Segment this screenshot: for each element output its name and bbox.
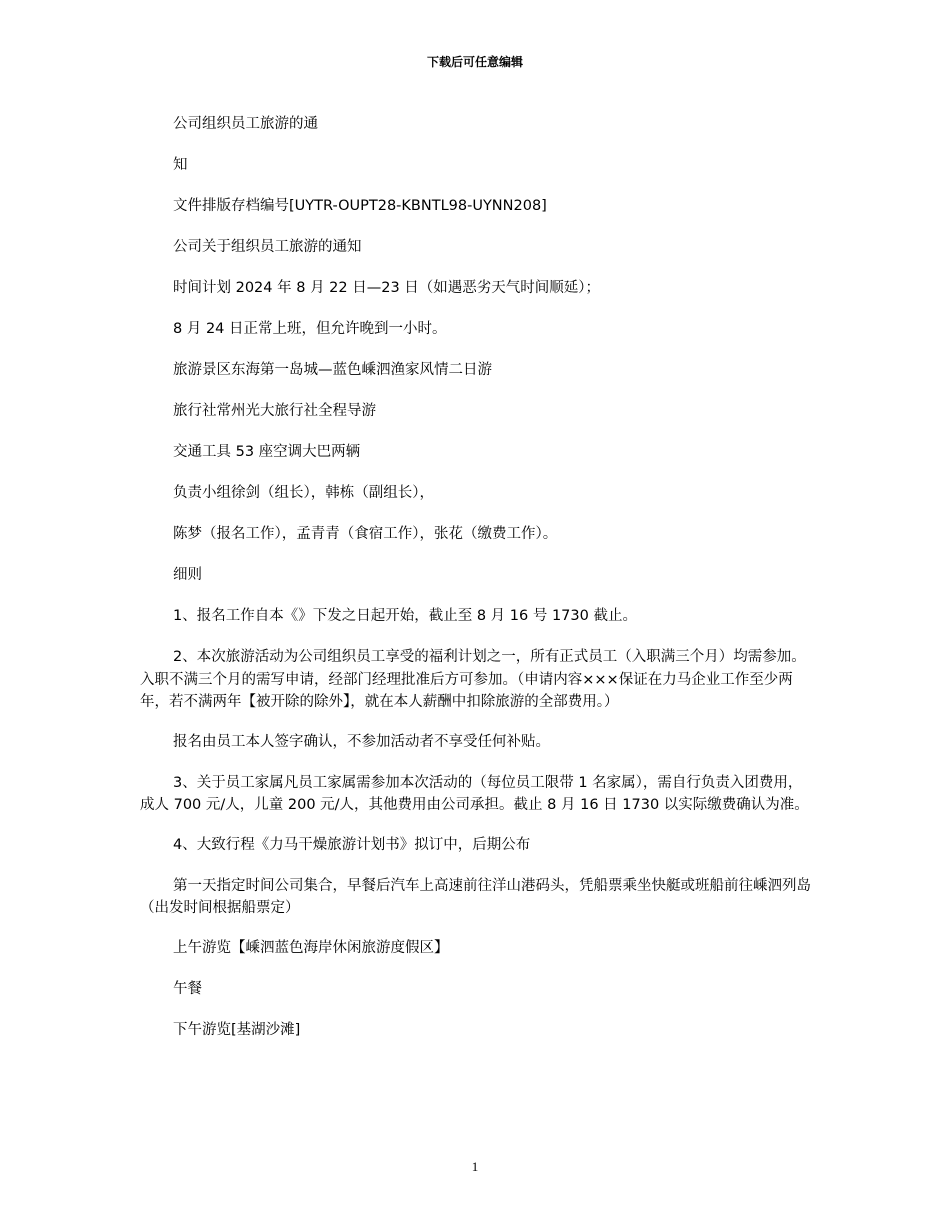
travel-agency: 旅行社常州光大旅行社全程导游 xyxy=(173,403,376,419)
document-body xyxy=(140,113,812,1060)
archive-number: 文件排版存档编号[UYTR-OUPT28-KBNTL98-UYNN208] xyxy=(173,198,547,214)
return-to-work: 8 月 24 日正常上班，但允许晚到一小时。 xyxy=(173,321,447,337)
notice-title: 公司关于组织员工旅游的通知 xyxy=(173,239,362,255)
schedule-time: 时间计划 2024 年 8 月 22 日—23 日（如遇恶劣天气时间顺延）； xyxy=(173,280,601,296)
lunch: 午餐 xyxy=(173,980,202,997)
signature-confirmation: 报名由员工本人签字确认，不参加活动者不享受任何补贴。 xyxy=(173,733,550,750)
rule-4-itinerary: 4、大致行程《力马干燥旅游计划书》拟订中，后期公布 xyxy=(173,836,531,853)
tour-destination: 旅游景区东海第一岛城—蓝色嵊泗渔家风情二日游 xyxy=(173,362,492,378)
page-header: 下载后可任意编辑 xyxy=(426,55,523,69)
rule-3-family: 3、关于员工家属凡员工家属需参加本次活动的（每位员工限带 1 名家属），需自行负责入团费用，成人 700 元/人，儿童 200 元/人，其他费用由公司承担。截止 8 月 16 日 1730 以实际缴费确认为准。 xyxy=(140,774,809,813)
afternoon-tour: 下午游览[基湖沙滩] xyxy=(173,1021,301,1038)
transportation: 交通工具 53 座空调大巴两辆 xyxy=(173,444,361,460)
day-one-assembly: 第一天指定时间公司集合，早餐后汽车上高速前往洋山港码头，凭船票乘坐快艇或班船前往嵊泗列岛（出发时间根据船票定） xyxy=(140,877,811,916)
doc-title-line-1: 公司组织员工旅游的通 xyxy=(173,116,318,132)
doc-title-line-2: 知 xyxy=(173,157,188,173)
morning-tour: 上午游览【嵊泗蓝色海岸休闲旅游度假区】 xyxy=(173,939,449,956)
responsible-group: 负责小组徐剑（组长），韩栋（副组长）， xyxy=(173,485,434,501)
responsible-members: 陈梦（报名工作），孟青青（食宿工作），张花（缴费工作）。 xyxy=(173,526,558,542)
page-number: 1 xyxy=(471,1159,479,1174)
rules-heading: 细则 xyxy=(173,567,202,583)
rule-1-registration: 1、报名工作自本《》下发之日起开始，截止至 8 月 16 号 1730 截止。 xyxy=(173,608,637,624)
rule-2-participation: 2、本次旅游活动为公司组织员工享受的福利计划之一，所有正式员工（入职满三个月）均需参加。入职不满三个月的需写申请，经部门经理批准后方可参加。（申请内容×××保证在力马企业工作至少两年，若不满两年【被开除的除外】，就在本人薪酬中扣除旅游的全部费用。） xyxy=(140,649,806,710)
